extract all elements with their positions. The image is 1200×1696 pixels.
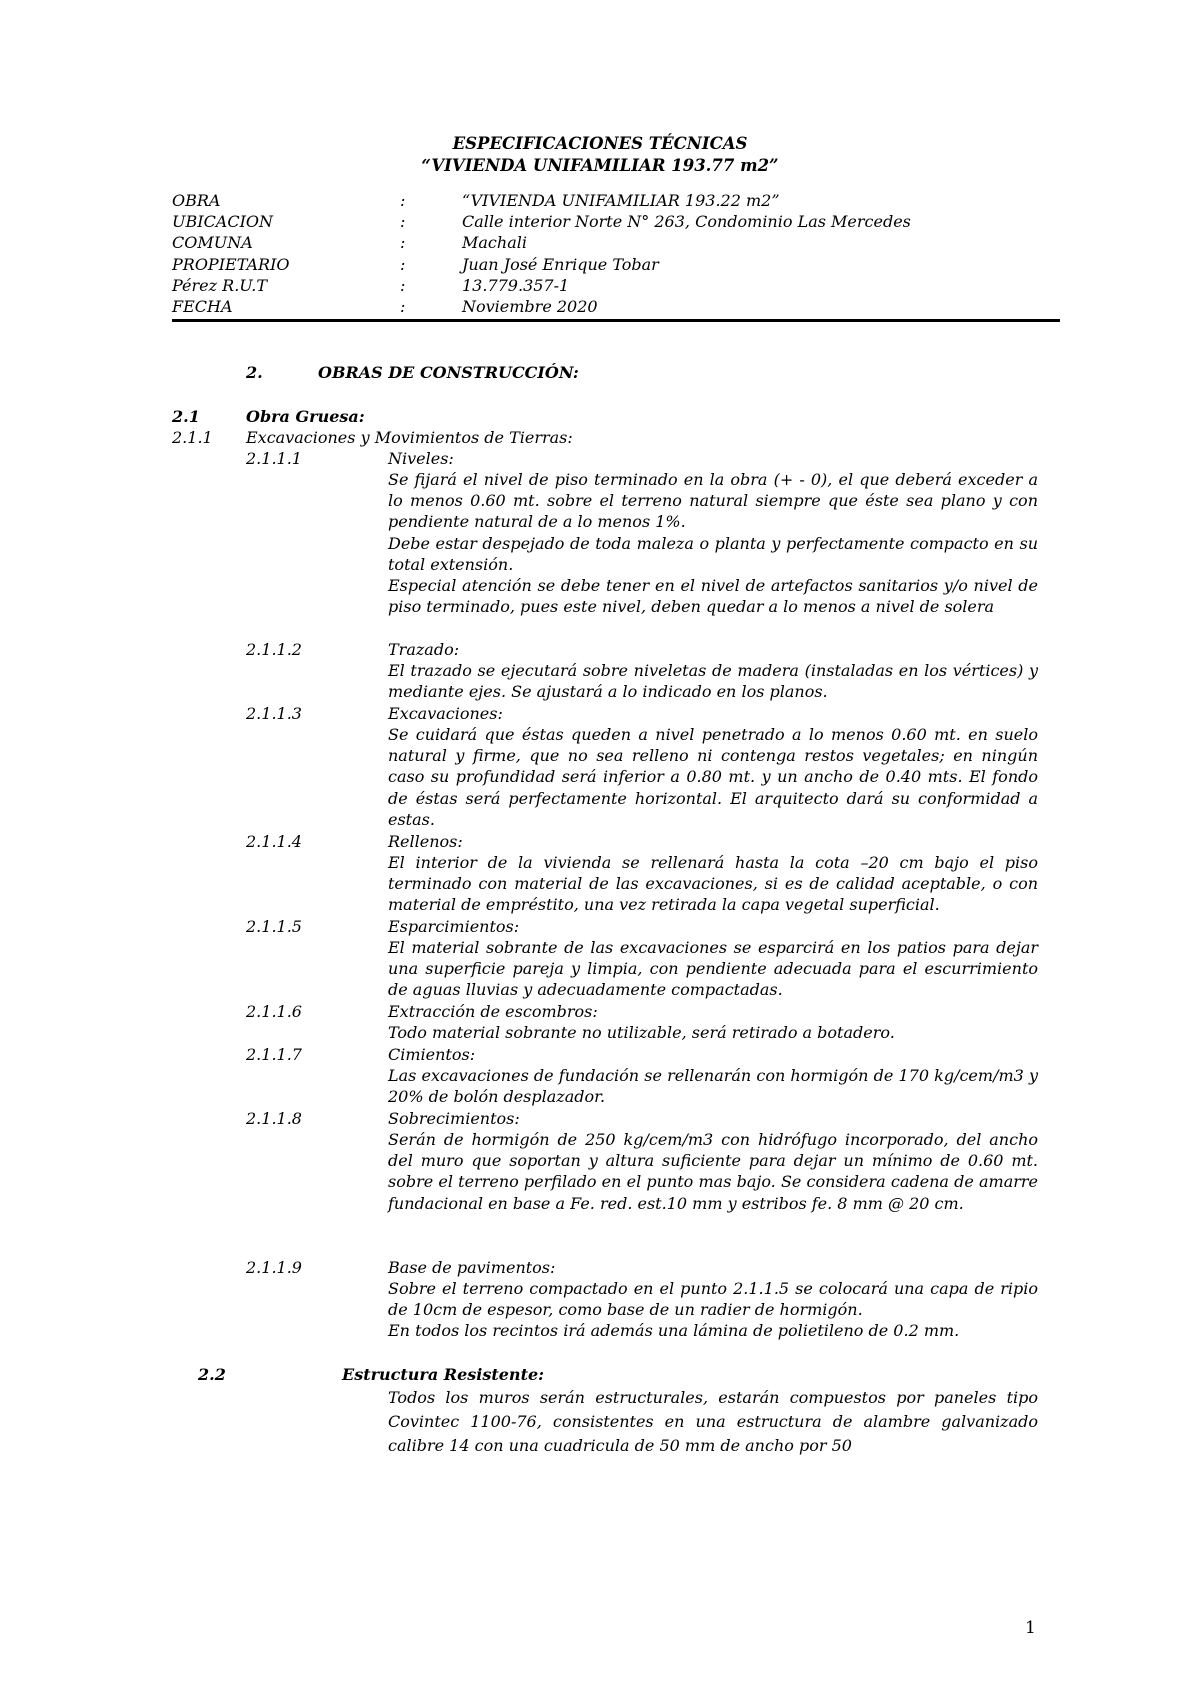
item-title: Rellenos: xyxy=(388,832,463,851)
section-title: Estructura Resistente: xyxy=(342,1365,545,1384)
subsection-number: 2.1.1 xyxy=(172,428,213,447)
info-separator: : xyxy=(400,191,406,210)
subsection-title: Excavaciones y Movimientos de Tierras: xyxy=(246,428,573,447)
item-number: 2.1.1.2 xyxy=(246,640,302,659)
item-paragraph: El trazado se ejecutará sobre niveletas de madera (instaladas en los vértices) y mediante ejes. Se ajustará a lo indicado en los planos. xyxy=(388,661,1038,702)
item-number: 2.1.1.3 xyxy=(246,704,302,723)
info-value: “VIVIENDA UNIFAMILIAR 193.22 m2” xyxy=(462,191,780,210)
chapter-title: OBRAS DE CONSTRUCCIÓN: xyxy=(318,363,579,382)
item-paragraph: Las excavaciones de fundación se rellenarán con hormigón de 170 kg/cem/m3 y 20% de bolón desplazador. xyxy=(388,1066,1038,1107)
item-paragraph: Se fijará el nivel de piso terminado en la obra (+ - 0), el que deberá exceder a lo menos 0.60 mt. sobre el terreno natural siempre que éste sea plano y con pendiente natural de a lo menos 1%. xyxy=(388,470,1038,532)
document-title: ESPECIFICACIONES TÉCNICAS xyxy=(452,134,748,153)
info-value: Calle interior Norte N° 263, Condominio Las Mercedes xyxy=(462,212,911,231)
info-value: Juan José Enrique Tobar xyxy=(462,255,659,274)
item-paragraph: Especial atención se debe tener en el nivel de artefactos sanitarios y/o nivel de piso terminado, pues este nivel, deben quedar a lo menos a nivel de solera xyxy=(388,576,1038,617)
document-subtitle: “VIVIENDA UNIFAMILIAR 193.77 m2” xyxy=(421,156,779,175)
item-paragraph: Todo material sobrante no utilizable, será retirado a botadero. xyxy=(388,1023,895,1042)
section-title: Obra Gruesa: xyxy=(246,407,365,426)
item-number: 2.1.1.5 xyxy=(246,917,302,936)
item-title: Extracción de escombros: xyxy=(388,1002,598,1021)
item-paragraph: El material sobrante de las excavaciones se esparcirá en los patios para dejar una superficie pareja y limpia, con pendiente adecuada para el escurrimiento de aguas lluvias y adecuadamente compactadas. xyxy=(388,938,1038,1000)
info-value: Noviembre 2020 xyxy=(462,297,598,316)
item-number: 2.1.1.4 xyxy=(246,832,302,851)
item-number: 2.1.1.8 xyxy=(246,1109,302,1128)
item-paragraph: Sobre el terreno compactado en el punto 2.1.1.5 se colocará una capa de ripio de 10cm de espesor, como base de un radier de hormigón. xyxy=(388,1279,1038,1320)
item-title: Excavaciones: xyxy=(388,704,503,723)
header-divider xyxy=(172,319,1060,322)
info-value: 13.779.357-1 xyxy=(462,276,570,295)
item-title: Esparcimientos: xyxy=(388,917,520,936)
info-separator: : xyxy=(400,297,406,316)
item-title: Trazado: xyxy=(388,640,460,659)
chapter-number: 2. xyxy=(246,363,263,382)
info-value: Machali xyxy=(462,233,527,252)
info-separator: : xyxy=(400,233,406,252)
item-title: Cimientos: xyxy=(388,1045,476,1064)
info-label: COMUNA xyxy=(172,233,253,252)
item-title: Base de pavimentos: xyxy=(388,1258,556,1277)
item-number: 2.1.1.6 xyxy=(246,1002,302,1021)
item-paragraph: El interior de la vivienda se rellenará hasta la cota –20 cm bajo el piso terminado con material de las excavaciones, si es de calidad aceptable, o con material de empréstito, una vez retirada la capa vegetal superficial. xyxy=(388,853,1038,915)
section-number: 2.1 xyxy=(172,407,200,426)
info-separator: : xyxy=(400,276,406,295)
item-title: Sobrecimientos: xyxy=(388,1109,520,1128)
info-label: UBICACION xyxy=(172,212,274,231)
info-label: PROPIETARIO xyxy=(172,255,290,274)
section-number: 2.2 xyxy=(198,1365,226,1384)
info-label: Pérez R.U.T xyxy=(172,276,268,295)
item-number: 2.1.1.7 xyxy=(246,1045,302,1064)
info-separator: : xyxy=(400,212,406,231)
page-number: 1 xyxy=(1025,1618,1036,1638)
item-paragraph: Debe estar despejado de toda maleza o planta y perfectamente compacto en su total extensión. xyxy=(388,534,1038,575)
section-paragraph: Todos los muros serán estructurales, estarán compuestos por paneles tipo Covintec 1100-76, consistentes en una estructura de alambre galvanizado calibre 14 con una cuadricula de 50 mm de ancho por 50 xyxy=(388,1388,1038,1455)
info-separator: : xyxy=(400,255,406,274)
item-number: 2.1.1.9 xyxy=(246,1258,302,1277)
item-title: Niveles: xyxy=(388,449,454,468)
item-paragraph: Serán de hormigón de 250 kg/cem/m3 con hidrófugo incorporado, del ancho del muro que soportan y altura suficiente para dejar un mínimo de 0.60 mt. sobre el terreno perfilado en el punto mas bajo. Se considera cadena de amarre fundacional en base a Fe. red. est.10 mm y estribos fe. 8 mm @ 20 cm. xyxy=(388,1130,1038,1213)
item-number: 2.1.1.1 xyxy=(246,449,302,468)
info-label: FECHA xyxy=(172,297,233,316)
info-label: OBRA xyxy=(172,191,221,210)
item-paragraph: En todos los recintos irá además una lámina de polietileno de 0.2 mm. xyxy=(388,1321,960,1340)
item-paragraph: Se cuidará que éstas queden a nivel penetrado a lo menos 0.60 mt. en suelo natural y firme, que no sea relleno ni contenga restos vegetales; en ningún caso su profundidad será inferior a 0.80 mt. y un ancho de 0.40 mts. El fondo de éstas será perfectamente horizontal. El arquitecto dará su conformidad a estas. xyxy=(388,725,1038,829)
